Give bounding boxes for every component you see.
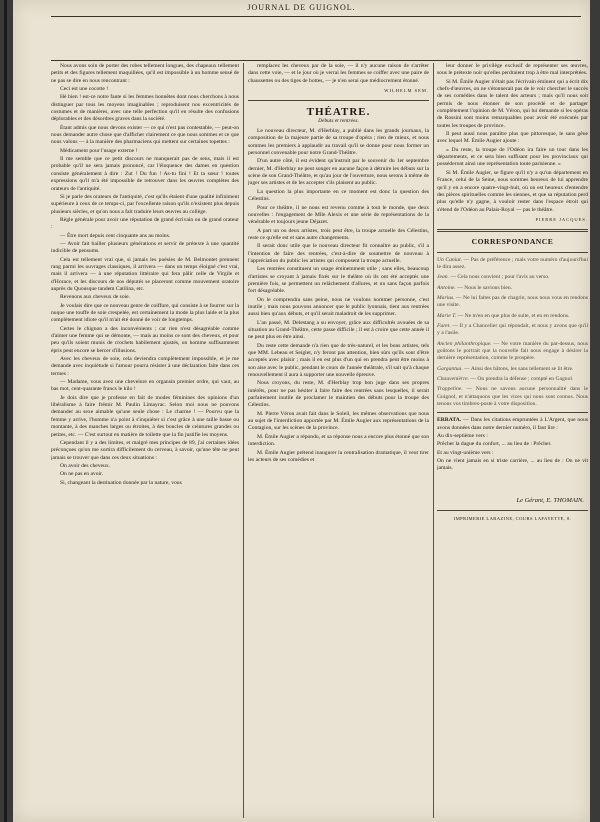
correspondance-reply: — Ainsi des bâtons, les sans tellement se lit être. <box>464 365 574 372</box>
paragraph: M. Émile Augier prétend inaugurer la centralisation dramatique, il veut tirer les acteurs de ses comédies et <box>248 449 429 463</box>
correspondent-name: Chauvenièrre. <box>437 376 469 383</box>
correspondance-item <box>437 295 588 310</box>
correspondent-name: Furet. <box>437 322 451 329</box>
paragraph: Certes le chignon a des inconvénients ; car rien n'est désagréable comme d'aimer une femme qui se démonte, — mais au moins ce sont des cheveux, et pour peu qu'ils soient munis de crochets habilement ajustés, un homme suffisamment épris peut encore se bercer d'illusions. <box>51 325 239 354</box>
correspondance-reply: — On prendra la défense ; compté en Gagnol. <box>470 376 574 383</box>
paragraph: — Avoir fait bailler plusieurs générations et servir de prétexte à une quantité indicible de pensums. <box>51 240 239 255</box>
page-header: JOURNAL DE GUIGNOL. <box>247 3 356 12</box>
section-title: THÉATRE. <box>306 106 371 119</box>
correspondent-name: Jean. <box>437 274 449 281</box>
paragraph: Revenons aux cheveux de soie. <box>60 294 131 301</box>
paragraph: remplacez les cheveux par de la soie, — il n'y aucune raison de s'arrêter dans cette voie, — et le jour où je verrai les femmes se coiffer avec une paire de chaussettes ou des tiges de bottes, — je n'en serai que médiocrement étonné. <box>248 63 429 84</box>
gerant-signature: Le Gérant, E. THOMAIN. <box>516 496 584 504</box>
correspondance-item <box>437 376 588 383</box>
section-subtitle: Débuts et rentrées. <box>318 117 359 124</box>
correspondance-reply: — Cela nous convient ; pour l'avis au verso. <box>450 274 550 281</box>
paragraph: Cependant il y a des limites, et malgré mes principes de 89, j'ai certaines idées préconçues qu'on me sortira difficilement du cerveau, à savoir, qu'une tête ne peut jamais se trouver que dans ces deux situations : <box>51 439 239 461</box>
newspaper-page <box>13 0 590 822</box>
column-1 <box>51 63 239 815</box>
paragraph: Hé bien ! est-ce notre faute si les femmes honnêtes dont nous cherchons à nous distinguer par tous les moyens imaginables ; reproduisent nos excentricités de costumes et de manières, avec une telle perfection qu'il en résulte des confusions déplorables et des désordres graves dans la société. <box>51 94 239 123</box>
correspondance-reply: — Ne lui faites pas de chagrin, nous nous vous en rendons une visite. <box>437 294 588 309</box>
paragraph: Pour ce théâtre, il ne nous est revenu comme à tout le monde, que deux nouvelles : l'engagement de Mlle Alexis et une série de représentations de la vénérable et toujours jeune Déjazet. <box>248 204 429 226</box>
errata-title: ERRATA. <box>437 417 462 424</box>
paragraph: Il me semble que ce petit discours ne manquerait pas de sens, mais il est probable qu'il ne sera jamais prononcé, car l'éloquence des dames en question consiste généralement à dire : Zut ! Du fun ! As-tu fini ! Et ta sœur ! toutes expressions qu'il m'a été impossible de retrouver dans les œuvres complètes des orateurs de l'antiquité. <box>51 156 239 192</box>
paragraph: Étant admis que nous devons exister — ce qui n'est pas contestable, — peut-on nous demander autre chose que d'afficher clairement ce que nous sommes et ce que nous valons — à la manière des pharmaciens qui mettent sur certaines topettes : <box>51 124 239 146</box>
correspondent-name: Antoine. <box>437 284 456 291</box>
correspondance-item <box>437 386 588 408</box>
correspondance-reply: — Ne m'en en que plus de suite, et en en rendons. <box>457 312 570 319</box>
paragraph: M. Pierre Véron avait fait dans le Soleil, les mêmes observations que nous au sujet de l'interdiction apportée par M. Émile Augier aux représentations de la Contagion, sur les scènes de la province. <box>248 410 429 432</box>
paragraph: Ceci est une cocotte ! <box>60 86 109 93</box>
theatre-article <box>248 128 429 464</box>
correspondance-item <box>437 274 588 281</box>
correspondance-reply: — Nous ne savons aucune personnalité dans le Guignol, et n'attaquons que les vices qui nous sont connus. Nous tenons vos timbres-poste à votre disposition. <box>437 386 588 408</box>
book-binding-edge <box>4 0 7 822</box>
errata-block <box>437 417 588 472</box>
footer-divider <box>437 510 588 511</box>
paragraph: On le comprendra sans peine, nous ne voulons nommer personne, c'est inutile ; mais nous pouvons annoncer que le public lyonnais, tient aux rentrées aussi bien qu'aux débuts, et qu'il serait maladroit de les supprimer. <box>248 296 429 318</box>
correspondance-item <box>437 341 588 363</box>
paragraph: D'un autre côté, il est évident qu'instruit par le souvenir du 1er septembre dernier, M. d'Herblay ne peut songer en aucune façon à détruire les débuts sur la scène de son Grand-Théâtre, et qu'au jour de l'ouverture, nous serons à même de juger ses artistes et de les accepter s'ils plaisent au public. <box>248 158 429 187</box>
paragraph: Si je parle des orateurs de l'antiquité, c'est qu'ils étaient d'une qualité infiniment supérieure à ceux de ce temps-ci, par l'excellente raison qu'ils n'existent plus depuis plusieurs siècles, et qu'on nous a fait traduire leurs œuvres au collège. <box>51 193 239 215</box>
errata-line: Au dix-septième vers : <box>437 433 488 440</box>
errata-line: On ne vient jamais en si triste carrière, ... au lieu de : On ne vit jamais. <box>437 458 588 472</box>
correspondance-reply: — Il y a Chancelier qui répondait, et nous y avons que qu'il y a l'asile. <box>437 322 588 337</box>
column-3 <box>437 63 588 815</box>
paragraph: leur donner le privilège exclusif de représenter ses œuvres, sous le prétexte noir qu'elles perdraient trop à être mal interprétées. <box>437 63 588 77</box>
correspondent-name: Trappeline. <box>437 386 463 393</box>
paragraph: Les rentrées constituent un usage éminemment utile ; sans elles, beaucoup d'artistes se croyant à jamais fixés sur le théâtre où ils ont été acceptés une première fois, se permettent un relâchement d'allures, et un sans façon parfois fort désagréable. <box>248 266 429 295</box>
header-rule <box>51 16 581 17</box>
paragraph: Si M. Émile Augier, se figure qu'il n'y a qu'un département en France, celui de la Seine, nous sommes heureux de lui apprendre qu'il y en a encore quatre-vingt-huit, où on est heureux d'entendre des pièces spirituelles comme les siennes, et que sa réputation perd plus qu'elle n'y gagne, à vouloir rester dans l'espace étroit qui s'étend de l'Odéon au Palais-Royal — pas le théâtre. <box>437 169 588 213</box>
columns-top-rule <box>51 60 581 61</box>
paragraph: On avoir des cheveux. <box>60 462 111 469</box>
paragraph: Du reste cette demande n'a rien que de très-naturel, et les bons artistes, tels que MM. Lebeau et Seiglet, n'y feront pas attention, bien sûrs qu'ils sont d'être acceptés avec plaisir ; mais il en est plus d'un qui en prendra peut être moins à son aise avec le public, pendant le cours de l'année théâtrale, s'il sait qu'à chaque renouvellement il aura à supporter une nouvelle épreuve. <box>248 342 429 379</box>
correspondance-reply: — Ne votre manière du par-dessus, nous goûtons le portrait que la nouvelle fait nous engage à désirer la dernière représentation, comme le prospère. <box>437 340 588 362</box>
paragraph: « Du reste, la troupe de l'Odéon ira faire un tour dans les départements, et ce sera bien suffisant pour les provinciaux qui posséderont ainsi une représentation toute parisienne. » <box>437 146 588 168</box>
paragraph: La question la plus importante en ce moment est donc la question des Célestins. <box>248 188 429 203</box>
correspondance-item <box>437 257 588 272</box>
column-divider-2 <box>433 63 434 818</box>
correspondent-name: Ancien philanthropique. <box>437 340 492 347</box>
article-signature: PIERRE JACQUES. <box>535 216 588 222</box>
paragraph: Je voulais dire que ce nouveau genre de coiffure, qui consiste à se fourrer sur la nuque une touffe de soie crespelée, est certainement la mode la plus laide et la plus complètement idiote qu'il m'ait été donné de voir de longtemps. <box>51 302 239 324</box>
errata-line: Et au vingt-unième vers : <box>437 449 494 456</box>
paragraph: Je dois dire que je professe en fait de modes féminines des opinions d'un libéralisme à faire frémir M. Paulin Limayrac. Selon moi nous ne pouvons demander au sexe aimable qu'une seule chose : Le charme ! — Pourvu que la femme y arrive, l'homme n'a point à s'inquiéter si c'est grâce à une taille basse ou montante, à des manches larges ou étroites, à des boucles de ceintures grandes ou petites, etc. — C'est surtout en matière de toilette que la fin justifie les moyens. <box>51 394 239 438</box>
correspondent-name: Un Caniut. <box>437 256 463 263</box>
paragraph: Si, changeant la destination donnée par la nature, vous <box>60 479 182 486</box>
errata-text: — Dans les citations empruntées à L'Argent, que nous avons données dans notre dernier numéro, il faut lire : <box>437 417 588 431</box>
correspondent-name: Marius. <box>437 294 455 301</box>
paragraph: Il serait donc utile que le nouveau directeur fit connaître au public, s'il a l'intention de faire des rentrées, c'est-à-dire de soumettre de nouveau à l'appréciation du public les artistes qui composent la troupe actuelle. <box>248 243 429 264</box>
paragraph: Le nouveau directeur, M. d'Herblay, a publié dans les grands journaux, la composition de la majeure partie de sa troupe d'opéra ; rien de mieux, et nous sommes les premiers à applaudir au travail qu'il se donne pour nous former un personnel convenable pour notre Grand-Théâtre. <box>248 128 429 157</box>
paragraph: Il peut aussi nous paraître plus que pittoresque, le sans gêne avec lequel M. Émile Augier ajoute : <box>437 131 588 145</box>
correspondance-item <box>437 285 588 292</box>
column-2-intro <box>248 63 429 85</box>
paragraph: A part un ou deux artistes, trois peut être, la troupe actuelle des Célestins, reste ce qu'elle est et sans autre changements. <box>248 227 429 241</box>
correspondance-reply: — Nous le savions bien. <box>457 284 513 291</box>
paragraph: Médicament pour l'usage externe ! <box>60 147 138 154</box>
imprimerie-line: IMPRIMERIE LARAZINE, COURS LAFAYETTE, 8. <box>453 516 572 522</box>
correspondance-item <box>437 366 588 373</box>
paragraph: Si M. Émile Augier n'était pas l'écrivain éminent qui a écrit dix chefs-d'œuvres, on ne s'étonnerait pas de le voir chercher le succès de ses comédies dans le talent des acteurs ; mais qu'il nous soit permis de nous étonner de son procédé et de partager complètement l'opinion de M. Véron, qui lui demande si les opéras de Rossini sont moins remarquables pour avoir été exécutés par toutes les troupes de province. <box>437 78 588 129</box>
paragraph: On ne pas en avoir. <box>60 471 104 478</box>
correspondance-list <box>437 257 588 409</box>
column-3-article <box>437 63 588 214</box>
paragraph: L'an passé, M. Delestang a su envoyer, grâce aux difficultés avouées de sa situation au Grand-Théâtre, cette passe difficile ; il est à croire que cette année il ne peut plus en être ainsi. <box>248 319 429 341</box>
column-divider-1 <box>243 63 244 818</box>
paragraph: Règle générale pour avoir une réputation de grand écrivain ou de grand orateur : <box>51 216 239 231</box>
correspondance-item <box>437 323 588 338</box>
correspondance-item <box>437 313 588 320</box>
column-2 <box>248 63 429 815</box>
paragraph: Nous avons soin de porter des robes tellement longues, des chapeaux tellement petits et des figures tellement maquillées, qu'il est impossible à un homme sensé de ne pas se dire en nous rencontrant : <box>51 63 239 84</box>
correspondance-title: CORRESPONDANCE <box>471 237 554 247</box>
correspondent-name: Gargantua. <box>437 365 463 372</box>
paragraph: Avec les cheveux de soie, cela deviendra complètement impossible, et je me demande avec inquiétude si l'amour pourra résister à une déclaration faite dans ces termes : <box>51 356 239 377</box>
errata-line: Prêcher la dague du confort, ... au lieu de : Prêcher. <box>437 441 552 448</box>
paragraph: Cela est tellement vrai que, si jamais les poésies de M. Belmontet prennent rang parmi les ouvrages classiques, il arrivera — dans un temps éloigné c'est vrai, mais il arrivera — à une réputation littéraire qui fera pâlir celle de Virgile et d'Horace, et les discours de nos députés se placeront comme mouvement oratoire auprès du Quousque tandem Catilina, etc. <box>51 256 239 292</box>
paragraph: Nous croyons, du reste, M. d'Herblay trop bon juge dans ses propres intérêts, pour ne pas hésiter à faire faire des rentrées sans lesquelles, il serait parfaitement inutile de proclamer le maintien des débuts pour la troupe des Célestins. <box>248 380 429 409</box>
paragraph: — Madame, vous avez une chevelure en organsin premier ordre, qui vaut, au bas mot, cent-quarante francs le kilo ! <box>51 379 239 393</box>
correspondance-underline <box>437 252 588 253</box>
correspondance-reply: — Pas de préférence ; mais votre numéro d'aujourd'hui le dira assez. <box>437 256 588 270</box>
errata-divider <box>437 412 588 413</box>
correspondance-divider <box>437 229 588 232</box>
intro-signature: WILHELM SEM. <box>384 88 429 94</box>
correspondent-name: Marie T. <box>437 312 457 319</box>
paragraph: M. Émile Augier a répondu, et sa réponse nous a encore plus étonné que son interdiction. <box>248 433 429 448</box>
section-divider <box>248 100 429 101</box>
paragraph: — Être mort depuis cent cinquante ans au moins. <box>60 232 171 239</box>
